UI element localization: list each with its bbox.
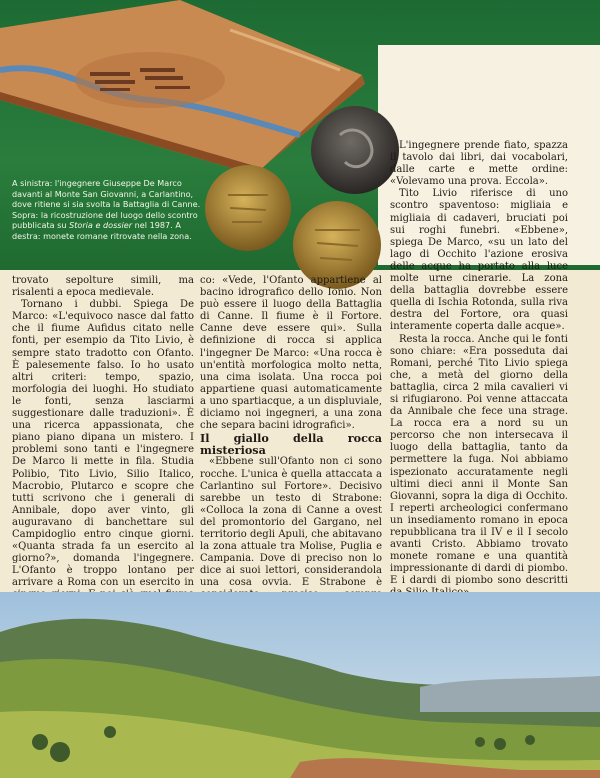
paragraph: co: «Vede, l'Ofanto appartiene al bacino idrografico dello Ionio. Non può essere il luogo della Battaglia di Canne. Il fiume è il Fortore. Canne deve essere qui». Sulla definizione di rocca si applica l'ingegner De Marco: «Una rocca è un'entità morfologica molto netta, una cima isolata. Una rocca poi appartiene quasi automaticamente a uno spartiacque, a un displuviale, diciamo noi ingegneri, a una zona che separa bacini idrografici». bbox=[200, 275, 382, 432]
roman-coins-image bbox=[200, 100, 410, 295]
caption-text-2: nel 1987. A destra: monete romane ritrovate nella zona. bbox=[12, 220, 192, 241]
landscape-photo bbox=[0, 592, 600, 778]
paragraph: L'ingegnere prende fiato, spazza il tavolo dai libri, dai vocabolari, dalle carte e mette ordine: «Volevamo una prova. Eccola». bbox=[390, 140, 568, 188]
caption-text-1: A sinistra: l'ingegnere Giuseppe De Marco davanti al Monte San Giovanni, a Carlantino, dove ritiene si sia svolta la Battaglia di Canne. Sopra: la ricostruzione del luogo dello scontro pubblicata su bbox=[12, 178, 201, 231]
text-column-3 bbox=[390, 140, 568, 660]
paragraph: trovato sepolture simili, ma risalenti a epoca medievale. bbox=[12, 275, 194, 299]
caption-italic-title: Storia e dossier bbox=[69, 220, 133, 231]
paragraph: Tornano i dubbi. Spiega De Marco: «L'equivoco nasce dal fatto che il fiume Aufidus citato nelle fonti, per esempio da Tito Livio, è sempre stato tradotto con Ofanto. È palesemente falso. Io ho usato altri criteri: tempo, spazio, morfologia dei luoghi. Ho studiato le fonti, senza lasciarmi suggestionare dalle traduzioni». È una ricerca appassionata, che piano piano dipana un mistero. I problemi sono tanti e l'ingegnere De Marco li mette in fila. Studia Polibio, Tito Livio, Silio Italico, Macrobio, Plutarco e scopre che tutti scrivono che i generali di Annibale, dopo aver vinto, gli auguravano di banchettare sul Campidoglio entro cinque giorni. «Quanta strada fa un esercito al giorno?», domanda l'ingegnere. L'Ofanto è troppo lontano per arrivare a Roma con un esercito in bbox=[12, 299, 194, 589]
photo-caption bbox=[12, 178, 202, 242]
text-column-1 bbox=[12, 275, 194, 638]
text-column-2 bbox=[200, 275, 382, 614]
paragraph: «Ebbene sull'Ofanto non ci sono rocche. L'unica è quella attaccata a Carlantino sul Fortore». Decisivo sarebbe un testo di Strabone: «Colloca la zona di Canne a ovest del promontorio del Gargano, nel territorio degli Apuli, che abitavano la zona attuale tra Molise, Puglia e Campania. Dove di preciso non lo dice ai suoi lettori, considerandola una cosa ovvia. E Strabone è bbox=[200, 456, 382, 589]
paragraph: Tito Livio riferisce di uno scontro spaventoso: migliaia e migliaia di cadaveri, bruciati poi sui roghi funebri. «Ebbene», spiega De Marco, «su un lato del lago di Occhito l'azione erosiva delle acque ha portato alla luce molte urne cinerarie. La zona della battaglia dovrebbe essere quella di Ischia Rotonda, sulla riva destra del Fortore, ora quasi interamente coperta dalle acque». bbox=[390, 188, 568, 333]
section-heading: Il giallo della rocca misteriosa bbox=[200, 431, 382, 458]
paragraph: Resta la rocca. Anche qui le fonti sono chiare: «Era posseduta dai Romani, perché Tito Livio spiega che, a metà del giorno della battaglia, circa 2 mila cavalieri vi si rifugiarono. Poi venne attaccata da Annibale che fece una strage. La rocca era a nord su un percorso che non intersecava il luogo della battaglia, tanto da permettere la fuga. Noi abbiamo ispezionato accuratamente negli ultimi dieci anni il Monte San Giovanni, sopra la diga di Occhito. I reperti archeologici confermano un insediamento romano in epoca repubblicana tra il IV e il I secolo avanti Cristo. Abbiamo trovato monete romane e una quantità impressionante di dardi di piombo. E i dardi di piombo sono descritti bbox=[390, 333, 568, 587]
